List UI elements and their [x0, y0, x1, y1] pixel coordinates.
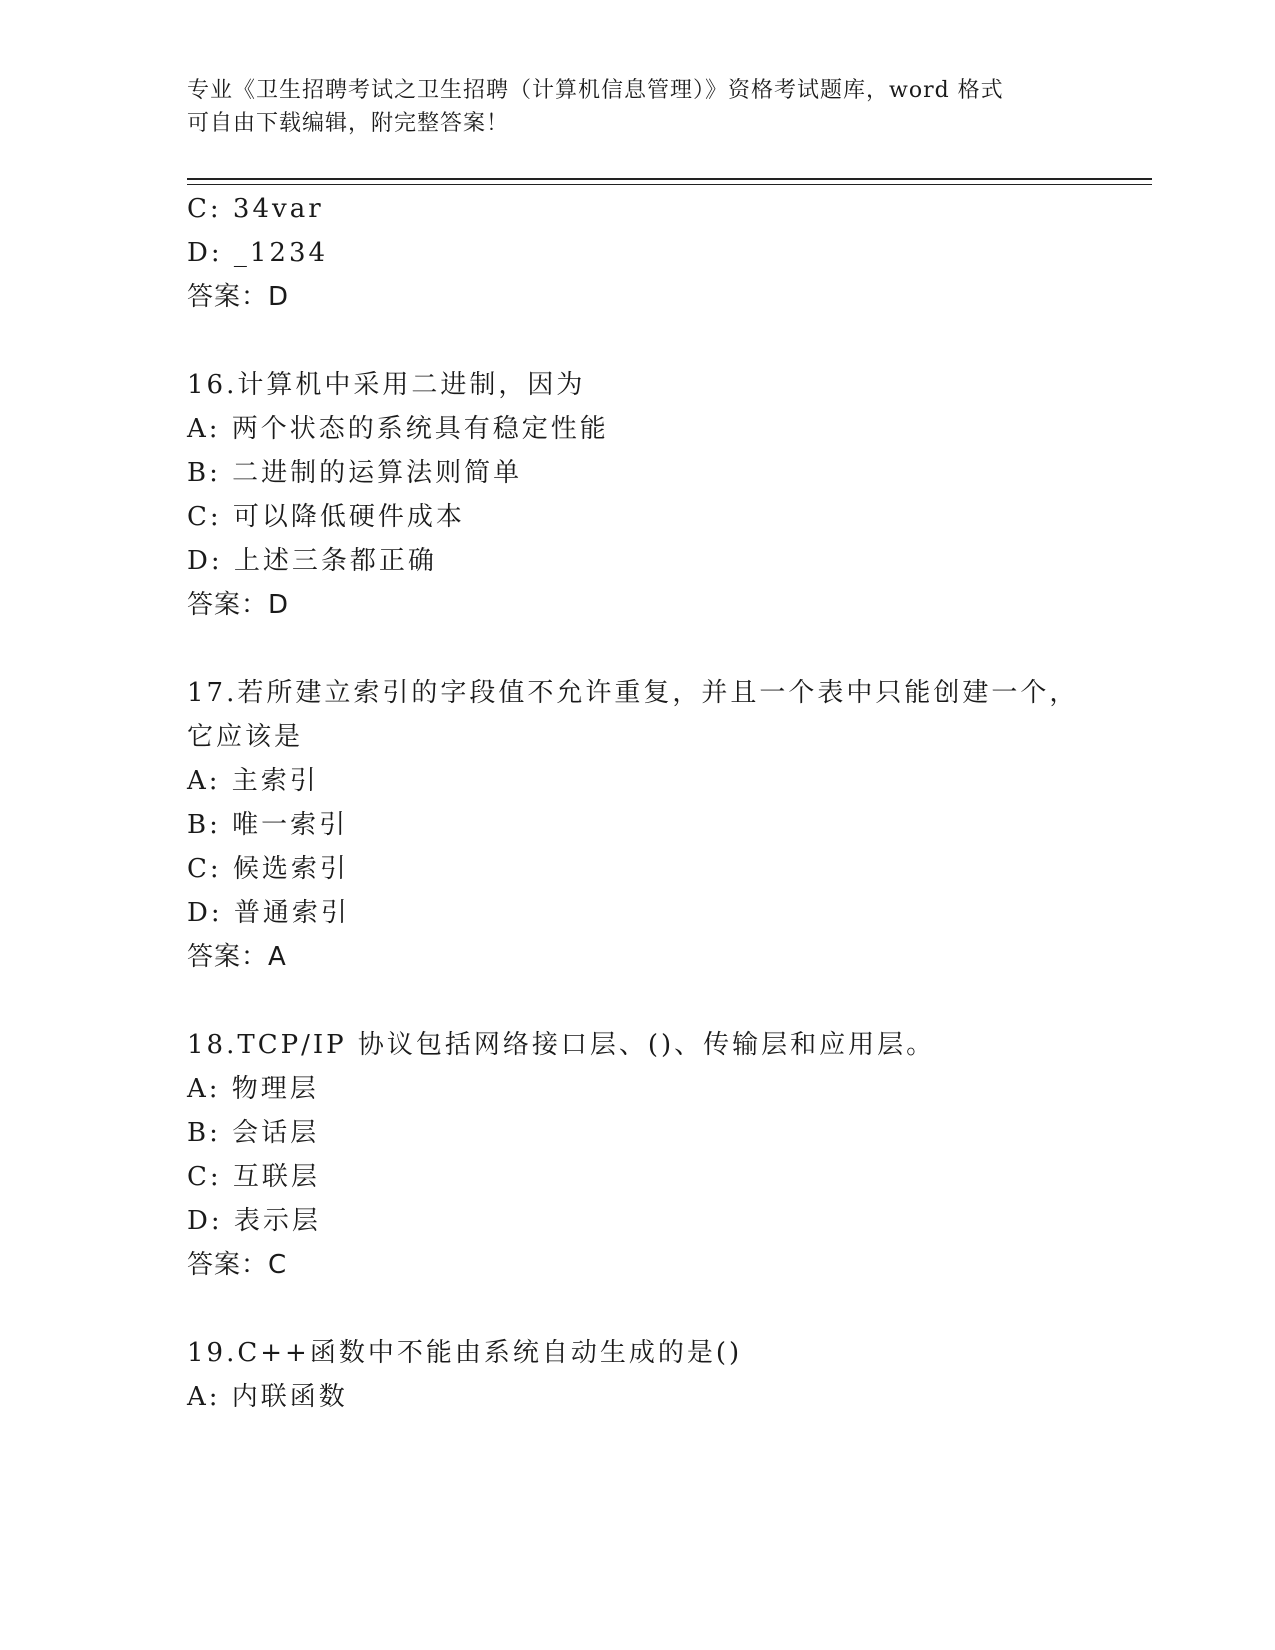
q17-question-line-1: 17.若所建立索引的字段值不允许重复，并且一个表中只能创建一个，: [187, 678, 1079, 708]
header-line-1: 专业《卫生招聘考试之卫生招聘（计算机信息管理）》资格考试题库，word 格式: [187, 78, 1004, 103]
q15-answer: 答案：D: [187, 282, 290, 312]
q15-option-c: C: 34var: [187, 194, 324, 224]
q18-question: 18.TCP/IP 协议包括网络接口层、()、传输层和应用层。: [187, 1030, 936, 1060]
q16-option-d: D: 上述三条都正确: [187, 546, 437, 576]
q19-question: 19.C++函数中不能由系统自动生成的是(): [187, 1338, 743, 1368]
q17-option-c: C: 候选索引: [187, 854, 349, 884]
header-divider-thin: [187, 184, 1152, 185]
document-header: [187, 74, 1067, 140]
q16-answer: 答案：D: [187, 590, 290, 620]
header-line-2: 可自由下载编辑，附完整答案！: [187, 111, 510, 136]
q17-question-line-2: 它应该是: [187, 722, 304, 752]
q18-option-d: D: 表示层: [187, 1206, 321, 1236]
q19-option-a: A: 内联函数: [187, 1382, 348, 1412]
q18-option-b: B: 会话层: [187, 1118, 320, 1148]
q17-option-b: B: 唯一索引: [187, 810, 349, 840]
q17-answer: 答案：A: [187, 942, 287, 972]
q15-option-d: D: _1234: [187, 238, 329, 268]
q16-question: 16.计算机中采用二进制，因为: [187, 370, 586, 400]
q18-option-a: A: 物理层: [187, 1074, 319, 1104]
q18-answer: 答案：C: [187, 1250, 288, 1280]
q16-option-b: B: 二进制的运算法则简单: [187, 458, 523, 488]
header-divider-thick: [187, 178, 1152, 180]
q16-option-c: C: 可以降低硬件成本: [187, 502, 465, 532]
q17-option-d: D: 普通索引: [187, 898, 350, 928]
q18-option-c: C: 互联层: [187, 1162, 320, 1192]
q17-option-a: A: 主索引: [187, 766, 319, 796]
q16-option-a: A: 两个状态的系统具有稳定性能: [187, 414, 609, 444]
